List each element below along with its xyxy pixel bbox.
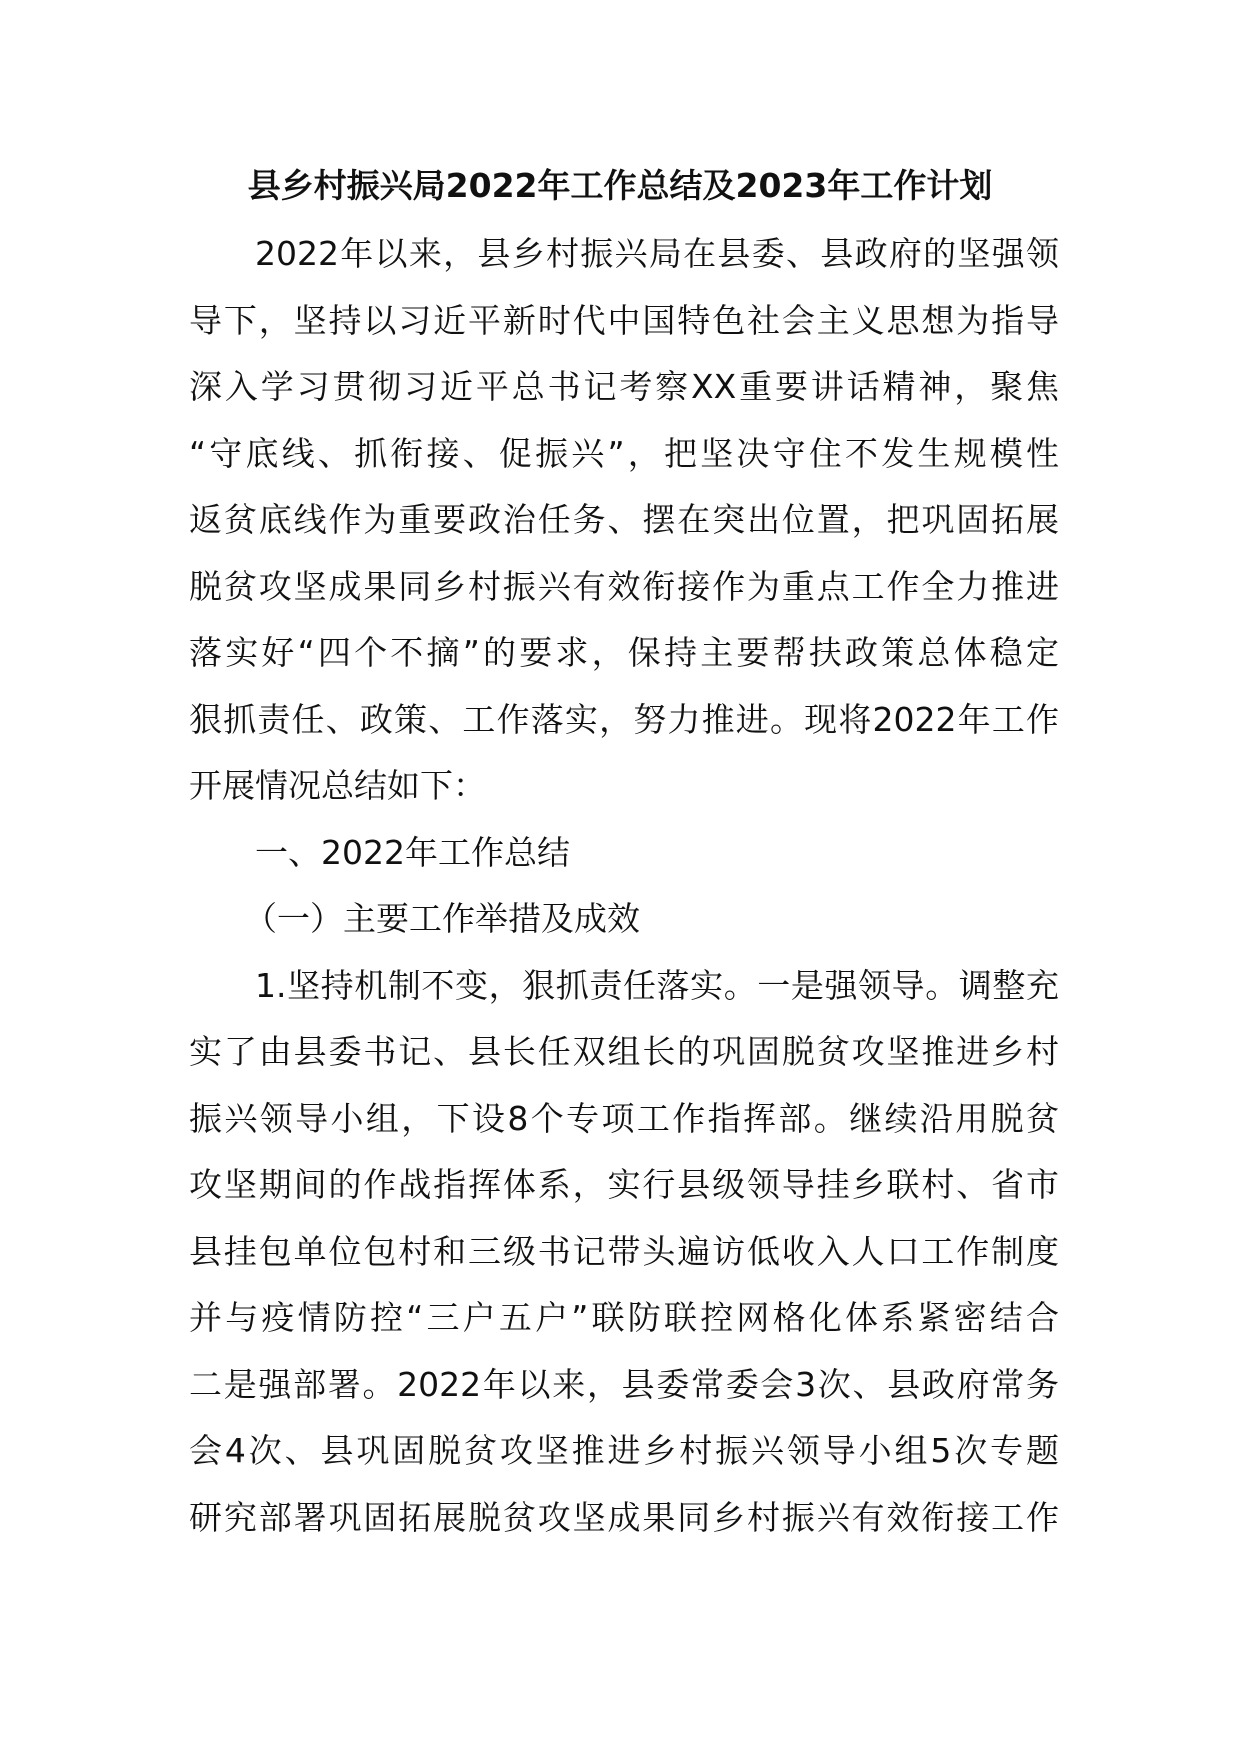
subsection-heading: （一）主要工作举措及成效: [244, 899, 640, 938]
paragraph-line: “守底线、抓衔接、促振兴”，把坚决守住不发生规模性: [189, 433, 1059, 473]
paragraph-line: 落实好“四个不摘”的要求，保持主要帮扶政策总体稳定: [189, 633, 1059, 672]
paragraph-line: 振兴领导小组，下设8个专项工作指挥部。继续沿用脱贫: [189, 1098, 1059, 1138]
paragraph-line: 研究部署巩固拓展脱贫攻坚成果同乡村振兴有效衔接工作: [189, 1497, 1059, 1537]
document-title: 县乡村振兴局2022年工作总结及2023年工作计划: [247, 166, 993, 205]
paragraph-line: 导下，坚持以习近平新时代中国特色社会主义思想为指导: [189, 300, 1059, 340]
paragraph-line: 狠抓责任、政策、工作落实，努力推进。现将2022年工作: [189, 699, 1059, 739]
paragraph-line: 2022年以来，县乡村振兴局在县委、县政府的坚强领: [255, 234, 1059, 273]
paragraph-line: 县挂包单位包村和三级书记带头遍访低收入人口工作制度: [189, 1231, 1059, 1271]
paragraph-line: 攻坚期间的作战指挥体系，实行县级领导挂乡联村、省市: [189, 1165, 1059, 1204]
paragraph-line: 会4次、县巩固脱贫攻坚推进乡村振兴领导小组5次专题: [189, 1431, 1059, 1470]
paragraph-line: 返贫底线作为重要政治任务、摆在突出位置，把巩固拓展: [189, 500, 1059, 539]
paragraph-line: 脱贫攻坚成果同乡村振兴有效衔接作为重点工作全力推进: [189, 566, 1059, 606]
paragraph-line: 二是强部署。2022年以来，县委常委会3次、县政府常务: [189, 1364, 1059, 1404]
paragraph-line: 并与疫情防控“三户五户”联防联控网格化体系紧密结合: [189, 1298, 1059, 1337]
paragraph-line: 开展情况总结如下：: [189, 766, 486, 805]
paragraph-line: 实了由县委书记、县长任双组长的巩固脱贫攻坚推进乡村: [189, 1032, 1059, 1071]
paragraph-line: 深入学习贯彻习近平总书记考察XX重要讲话精神，聚焦: [189, 367, 1059, 406]
paragraph-line: 1.坚持机制不变，狠抓责任落实。一是强领导。调整充: [255, 965, 1059, 1005]
section-heading: 一、2022年工作总结: [255, 832, 570, 872]
